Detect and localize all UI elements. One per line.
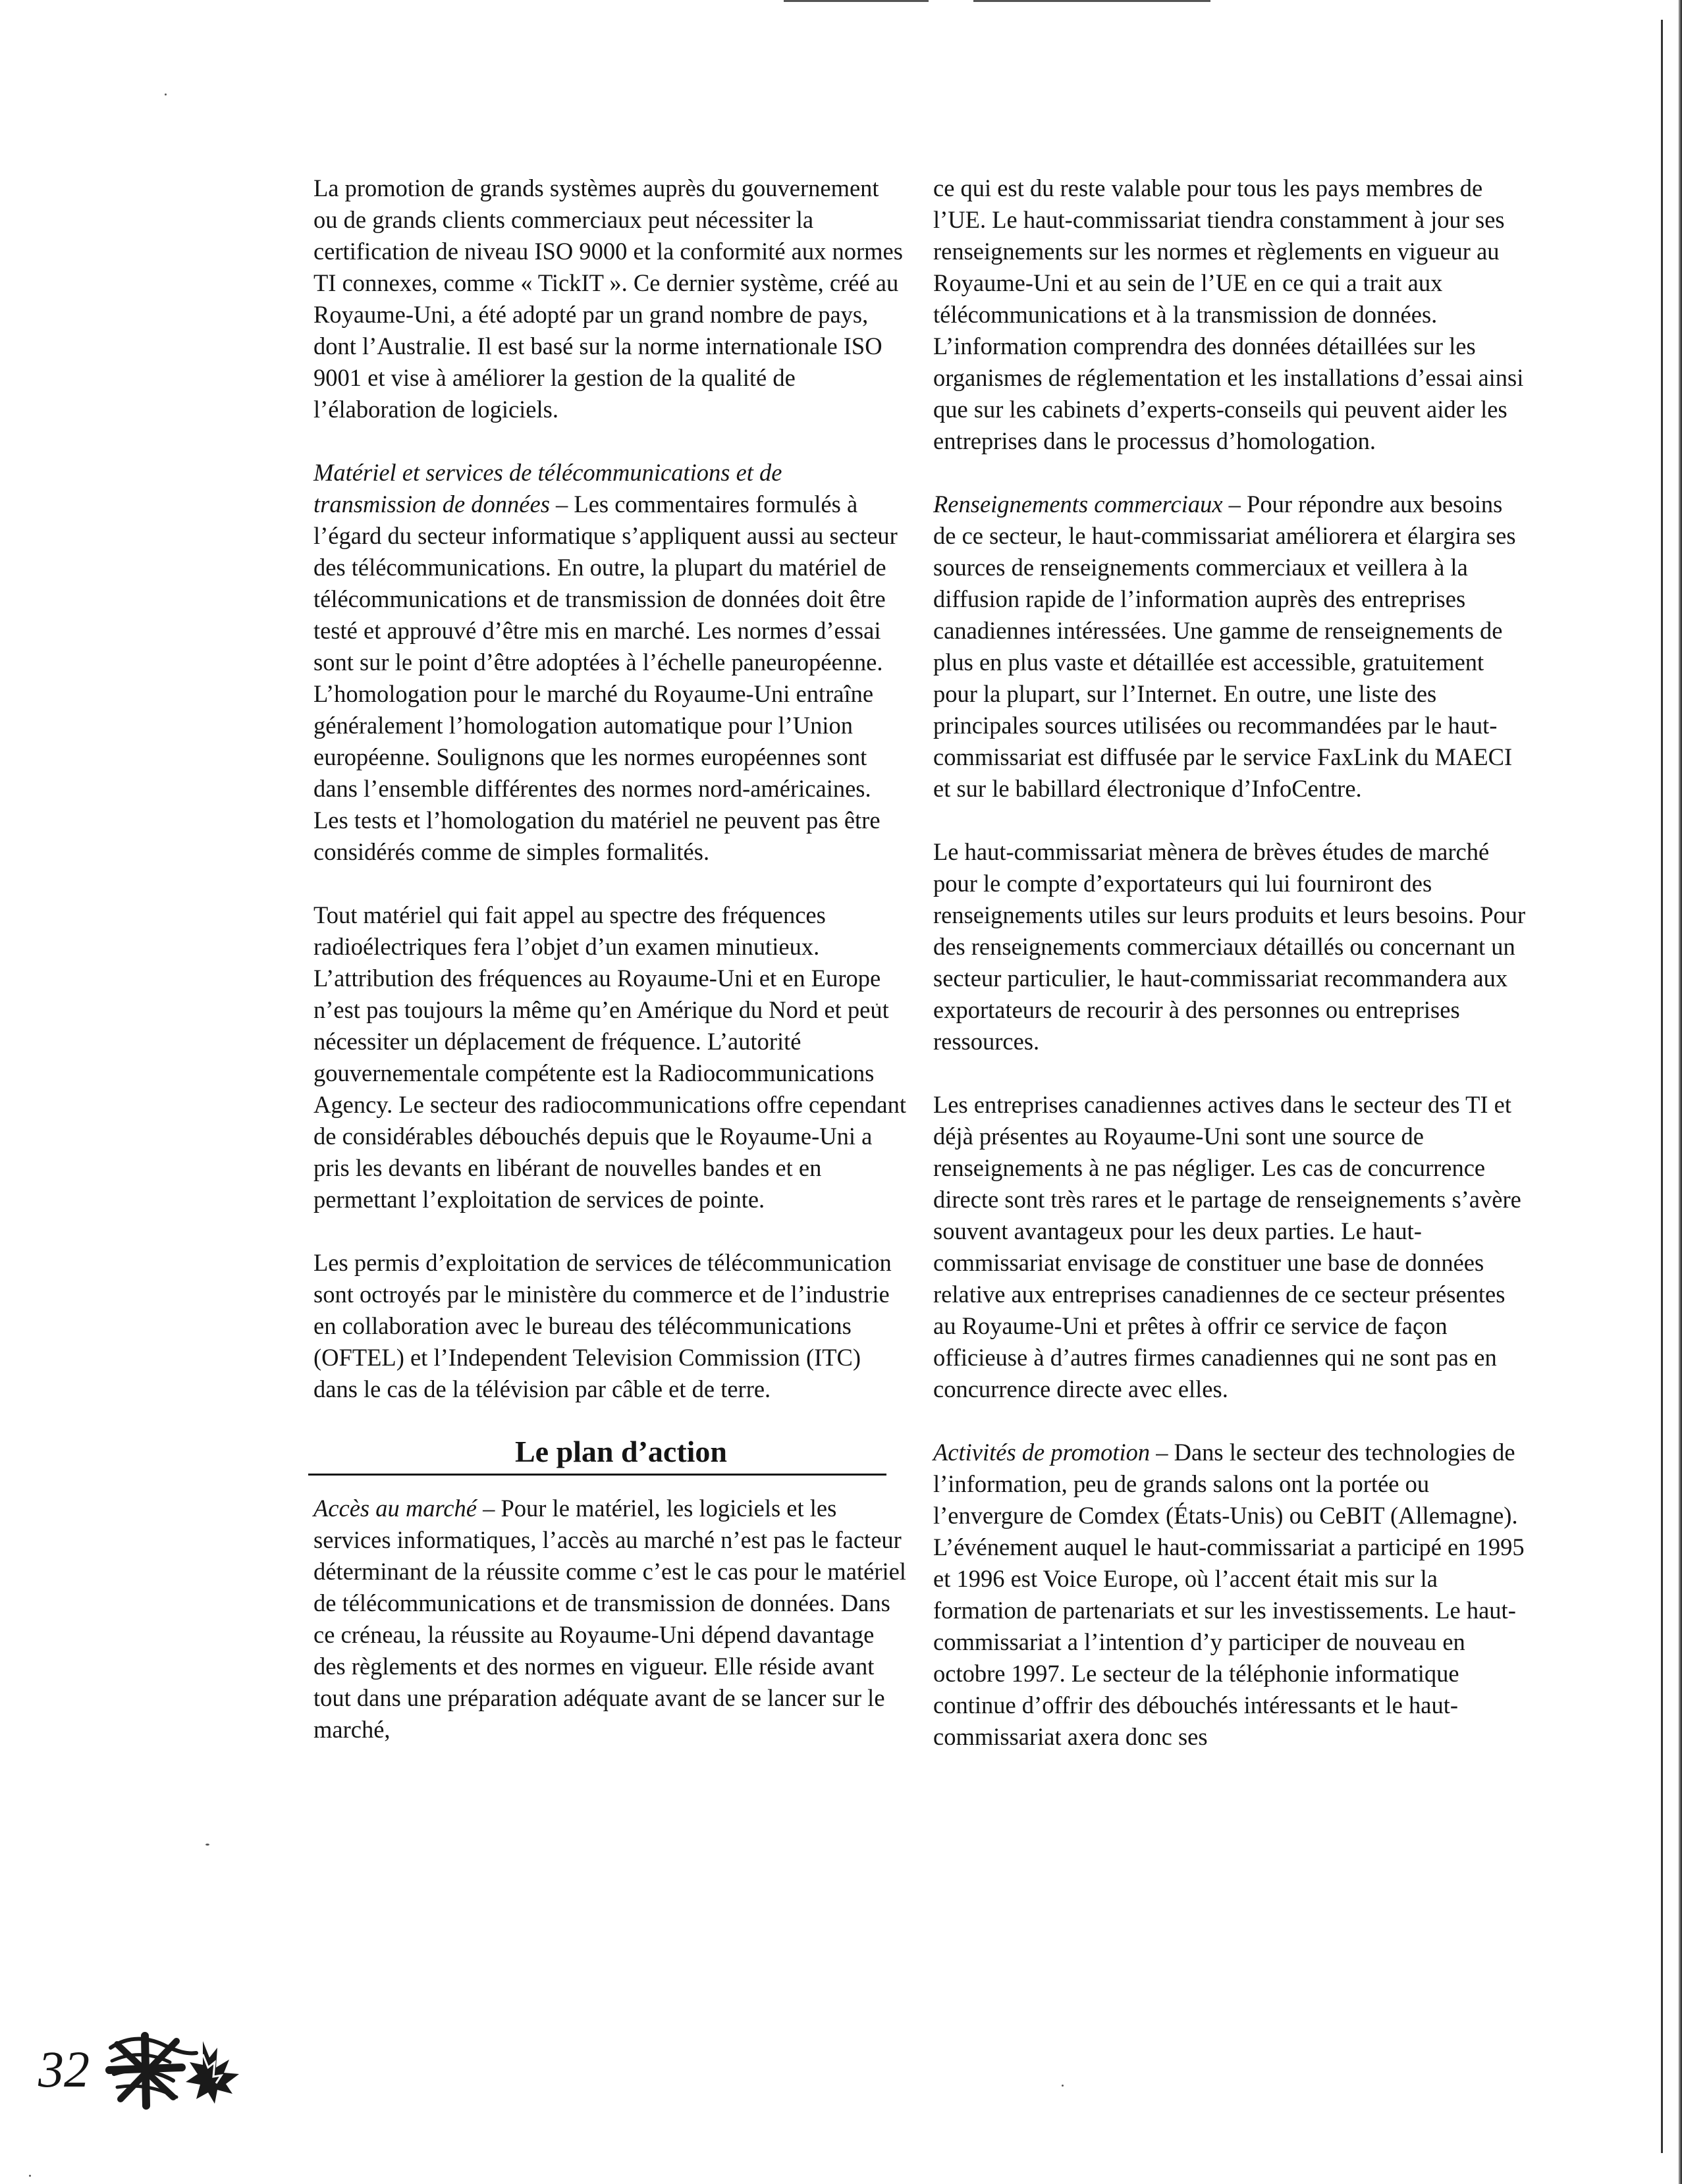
paragraph-lead: Renseignements commerciaux bbox=[933, 491, 1223, 518]
paragraph-lead: Matériel et services de télécommunications et de transmission de données bbox=[313, 459, 782, 518]
paragraph-lead: Activités de promotion bbox=[933, 1439, 1151, 1466]
top-rule-left bbox=[784, 0, 929, 2]
scan-speck bbox=[205, 1844, 209, 1846]
paragraph bbox=[933, 489, 1526, 805]
paragraph: Tout matériel qui fait appel au spectre des fréquences radioélectriques fera l’objet d’un examen minutieux. L’attribution des fréquences au Royaume-Uni et en Europe n’est pas toujours la même qu’en Amérique du Nord et peut nécessiter un déplacement de fréquence. L’autorité gouvernementale compétente est la Radiocommunications Agency. Le secteur des radiocommunications offre cependant de considérables débouchés depuis que le Royaume-Uni a pris les devants en libérant de nouvelles bandes et en permettant l’exploitation de services de pointe. bbox=[313, 901, 906, 1213]
paragraph bbox=[313, 1493, 906, 1745]
paragraph: Le haut-commissariat mènera de brèves études de marché pour le compte d’exportateurs qui lui fourniront des renseignements utiles sur leurs produits et leurs besoins. Pour des renseignements commerciaux détaillés ou concernant un secteur particulier, le haut-commissariat recommandera aux exportateurs de recourir à des personnes ou entreprises ressources. bbox=[933, 838, 1526, 1055]
binding-edge-line bbox=[1661, 20, 1663, 2153]
scan-speck bbox=[165, 93, 167, 95]
left-column bbox=[313, 173, 906, 1745]
page-edge-shadow bbox=[1678, 0, 1682, 2184]
union-jack-maple-leaf-icon bbox=[104, 2021, 262, 2120]
paragraph: Les entreprises canadiennes actives dans le secteur des TI et déjà présentes au Royaume-Uni sont une source de renseignements à ne pas négliger. Les cas de concurrence directe sont très rares et le partage de renseignements s’avère souvent avantageux pour les deux parties. Le haut-commissariat envisage de constituer une base de données relative aux entreprises canadiennes de ce secteur présentes au Royaume-Uni et prêtes à offrir ce service de façon officieuse à d’autres firmes canadiennes qui ne sont pas en concurrence directe avec elles. bbox=[933, 1091, 1521, 1402]
page-number: 32 bbox=[38, 2040, 90, 2098]
right-column bbox=[933, 173, 1526, 1753]
paragraph-lead: Accès au marché bbox=[313, 1495, 477, 1522]
paragraph: Les permis d’exploitation de services de télécommunication sont octroyés par le ministère du commerce et de l’industrie en collaboration avec le bureau des télécommunications (OFTEL) et l’Independent Television Commission (ITC) dans le cas de la télévision par câble et de terre. bbox=[313, 1249, 892, 1402]
paragraph-body: – Dans le secteur des technologies de l’information, peu de grands salons ont la portée ou l’envergure de Comdex (États-Unis) ou CeBIT (Allemagne). L’événement auquel le haut-commissariat a participé en 1995 et 1996 est Voice Europe, où l’accent était mis sur la formation de partenariats et sur les investissements. Le haut-commissariat a l’intention d’y participer de nouveau en octobre 1997. Le secteur de la téléphonie informatique continue d’offrir des débouchés intéressants et le haut-commissariat axera donc ses bbox=[933, 1439, 1525, 1750]
paragraph-body: – Pour répondre aux besoins de ce secteur, le haut-commissariat améliorera et élargira ses sources de renseignements commerciaux et veillera à la diffusion rapide de l’information auprès des entreprises canadiennes intéressées. Une gamme de renseignements de plus en plus vaste et détaillée est accessible, gratuitement pour la plupart, sur l’Internet. En outre, une liste des principales sources utilisées ou recommandées par le haut-commissariat est diffusée par le service FaxLink du MAECI et sur le babillard électronique d’InfoCentre. bbox=[933, 491, 1516, 802]
paragraph bbox=[933, 1437, 1526, 1753]
section-heading-text: Le plan d’action bbox=[514, 1435, 728, 1468]
paragraph: ce qui est du reste valable pour tous les pays membres de l’UE. Le haut-commissariat tiendra constamment à jour ses renseignements sur les normes et règlements en vigueur au Royaume-Uni et au sein de l’UE en ce qui a trait aux télécommunications et à la transmission de données. L’information comprendra des données détaillées sur les organismes de réglementation et les installations d’essai ainsi que sur les cabinets d’experts-conseils qui peuvent aider les entreprises dans le processus d’homologation. bbox=[933, 174, 1524, 454]
top-rule-right bbox=[973, 0, 1210, 2]
section-heading bbox=[308, 1433, 886, 1476]
scan-speck bbox=[29, 2175, 31, 2177]
paragraph bbox=[313, 457, 906, 868]
scan-speck bbox=[1062, 2085, 1064, 2087]
paragraph-body: – Les commentaires formulés à l’égard du secteur informatique s’appliquent aussi au secteur des télécommunications. En outre, la plupart du matériel de télécommunications et de transmission de données doit être testé et approuvé d’être mis en marché. Les normes d’essai sont sur le point d’être adoptées à l’échelle paneuropéenne. L’homologation pour le marché du Royaume-Uni entraîne généralement l’homologation automatique pour l’Union européenne. Soulignons que les normes européennes sont dans l’ensemble différentes des normes nord-américaines. Les tests et l’homologation du matériel ne peuvent pas être considérés comme de simples formalités. bbox=[313, 491, 898, 865]
paragraph: La promotion de grands systèmes auprès du gouvernement ou de grands clients commerciaux peut nécessiter la certification de niveau ISO 9000 et la conformité aux normes TI connexes, comme « TickIT ». Ce dernier système, créé au Royaume-Uni, a été adopté par un grand nombre de pays, dont l’Australie. Il est basé sur la norme internationale ISO 9001 et vise à améliorer la gestion de la qualité de l’élaboration de logiciels. bbox=[313, 174, 903, 423]
paragraph-body: – Pour le matériel, les logiciels et les services informatiques, l’accès au marché n’est pas le facteur déterminant de la réussite comme c’est le cas pour le matériel de télécommunications et de transmission de données. Dans ce créneau, la réussite au Royaume-Uni dépend davantage des règlements et des normes en vigueur. Elle réside avant tout dans une préparation adéquate avant de se lancer sur le marché, bbox=[313, 1495, 906, 1743]
